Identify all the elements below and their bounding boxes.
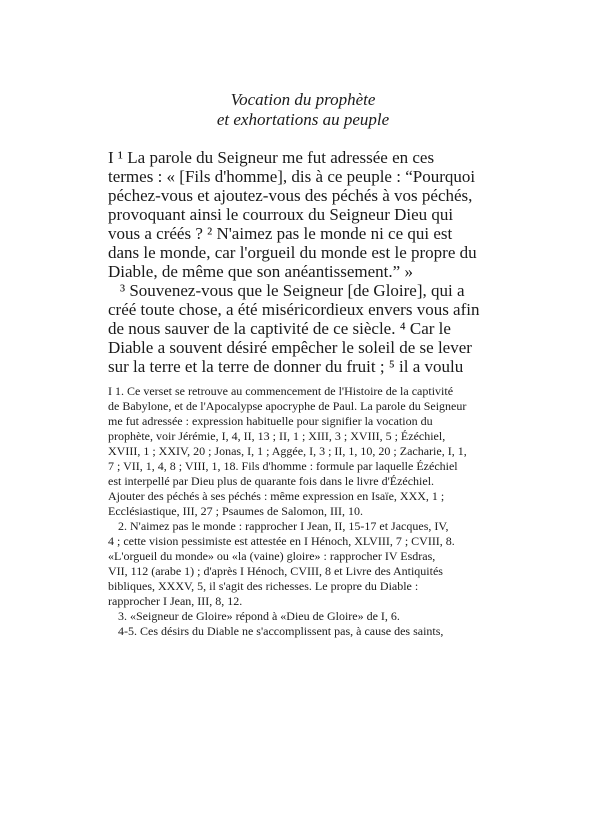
footnote-line: 2. N'aimez pas le monde : rapprocher I Jean, II, 15-17 et Jacques, IV, [118, 519, 449, 533]
footnote-line: me fut adressée : expression habituelle pour signifier la vocation du [108, 414, 433, 428]
main-text-line: sur la terre et la terre de donner du fruit ; ⁵ il a voulu [108, 357, 464, 376]
footnote-line: 3. «Seigneur de Gloire» répond à «Dieu de Gloire» de I, 6. [118, 609, 400, 623]
footnote-line: 7 ; VII, 1, 4, 8 ; VIII, 1, 18. Fils d'homme : formule par laquelle Ézéchiel [108, 459, 458, 473]
main-text-line: termes : « [Fils d'homme], dis à ce peuple : “Pourquoi [108, 167, 476, 186]
footnote-line: est interpellé par Dieu plus de quarante fois dans le livre d'Ézéchiel. [108, 474, 435, 488]
section-title-line-1: Vocation du prophète [230, 90, 376, 109]
main-text-line: ³ Souvenez-vous que le Seigneur [de Gloire], qui a [120, 281, 465, 300]
main-text-line: vous a créés ? ² N'aimez pas le monde ni ce qui est [108, 224, 453, 243]
section-title-line-2: et exhortations au peuple [216, 110, 390, 129]
footnote-line: VII, 112 (arabe 1) ; d'après I Hénoch, CVIII, 8 et Livre des Antiquités [108, 564, 443, 578]
footnote-line: Ecclésiastique, III, 27 ; Psaumes de Salomon, III, 10. [108, 504, 363, 518]
footnote-line: de Babylone, et de l'Apocalypse apocryphe de Paul. La parole du Seigneur [108, 399, 467, 413]
main-text-line: de nous sauver de la captivité de ce siècle. ⁴ Car le [108, 319, 451, 338]
main-text-line: créé toute chose, a été miséricordieux envers vous afin [108, 300, 480, 319]
footnote-line: XVIII, 1 ; XXIV, 20 ; Jonas, I, 1 ; Aggée, I, 3 ; II, 1, 10, 20 ; Zacharie, I, 1, [108, 444, 467, 458]
footnote-line: «L'orgueil du monde» ou «la (vaine) gloire» : rapprocher IV Esdras, [108, 549, 436, 563]
main-text-line: Diable, de même que son anéantissement.” » [108, 262, 413, 281]
main-text-line: I ¹ La parole du Seigneur me fut adressée en ces [108, 148, 435, 167]
footnote-line: 4 ; cette vision pessimiste est attestée en I Hénoch, XLVIII, 7 ; CVIII, 8. [108, 534, 455, 548]
main-text-line: Diable a souvent désiré empêcher le soleil de se lever [108, 338, 472, 357]
footnote-line: I 1. Ce verset se retrouve au commencement de l'Histoire de la captivité [108, 384, 454, 398]
footnote-line: prophète, voir Jérémie, I, 4, II, 13 ; II, 1 ; XIII, 3 ; XVIII, 5 ; Ézéchiel, [108, 429, 446, 443]
footnote-line: bibliques, XXXV, 5, il s'agit des richesses. Le propre du Diable : [108, 579, 419, 593]
main-text-line: péchez-vous et ajoutez-vous des péchés à vos péchés, [108, 186, 473, 205]
main-text-line: dans le monde, car l'orgueil du monde est le propre du [108, 243, 477, 262]
footnote-line: Ajouter des péchés à ses péchés : même expression en Isaïe, XXX, 1 ; [108, 489, 445, 503]
main-text-line: provoquant ainsi le courroux du Seigneur Dieu qui [108, 205, 454, 224]
footnote-line: 4-5. Ces désirs du Diable ne s'accomplissent pas, à cause des saints, [118, 624, 444, 638]
footnote-line: rapprocher I Jean, III, 8, 12. [108, 594, 243, 608]
